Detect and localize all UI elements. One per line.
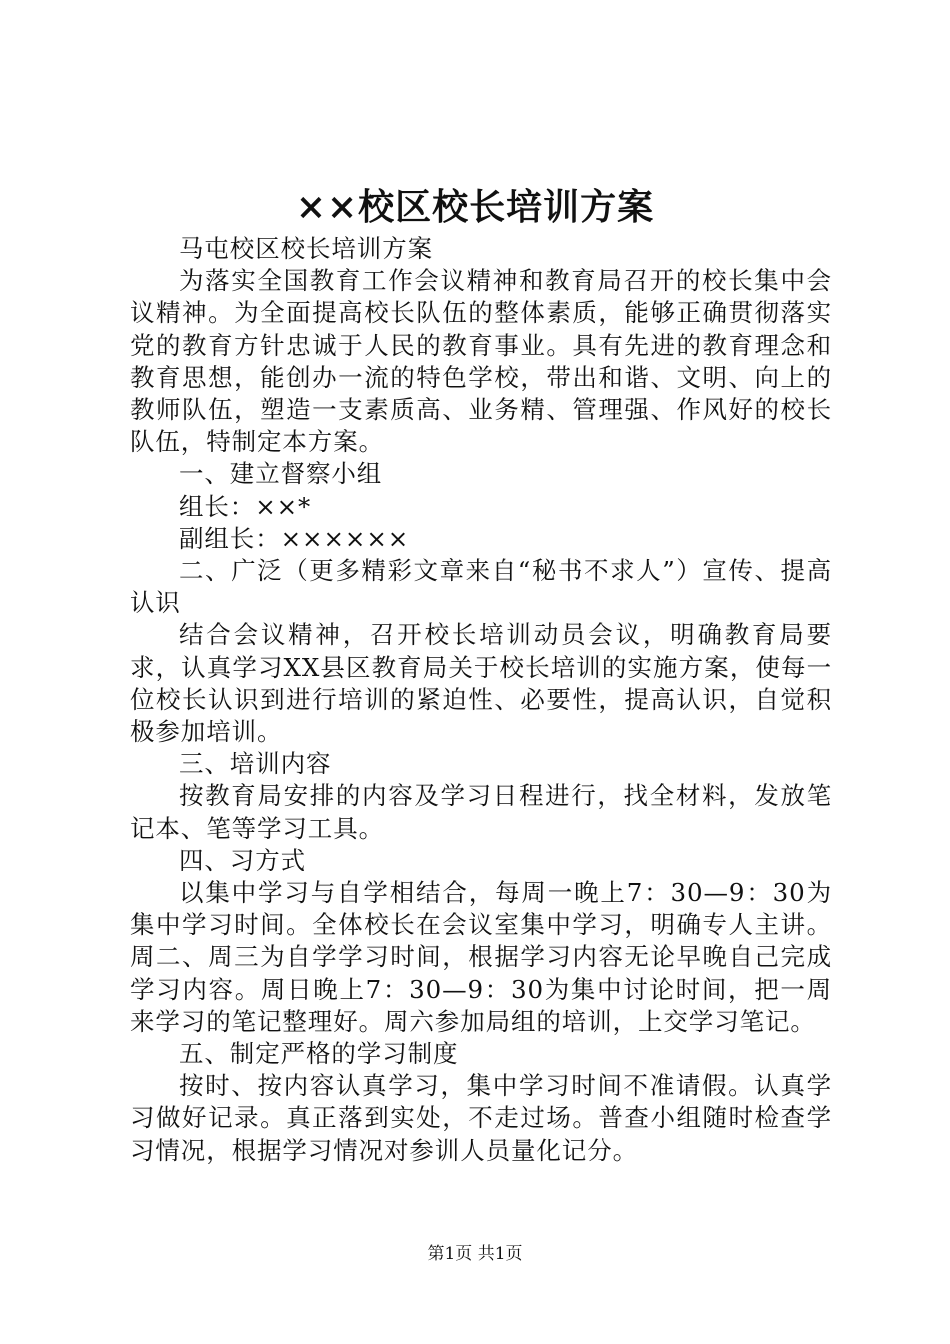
subtitle-paragraph: 马屯校区校长培训方案 xyxy=(179,234,433,263)
section-4-paragraph: 以集中学习与自学相结合，每周一晚上7：30—9：30为集中学习时间。全体校长在会议室集中学习，明确专人主讲。周二、周三为自学学习时间，根据学习内容无论早晚自己完成学习内容。周日晚上7：30—9：30为集中讨论时间，把一周来学习的笔记整理好。周六参加局组的培训，上交学习笔记。 xyxy=(130,878,832,1036)
section-heading-2: 二、广泛（更多精彩文章来自“秘书不求人”）宣传、提高认识 xyxy=(130,556,832,618)
section-heading-3: 三、培训内容 xyxy=(179,749,332,779)
section-heading-1: 一、建立督察小组 xyxy=(179,459,383,489)
deputy-leader-line: 副组长：×××××× xyxy=(179,523,410,553)
page-number-footer: 第1页 共1页 xyxy=(427,1244,523,1264)
section-heading-4: 四、习方式 xyxy=(179,845,306,875)
section-3-paragraph: 按教育局安排的内容及学习日程进行，找全材料，发放笔记本、笔等学习工具。 xyxy=(130,781,832,843)
section-heading-5: 五、制定严格的学习制度 xyxy=(179,1039,459,1069)
document-body xyxy=(130,233,832,1167)
section-2-paragraph: 结合会议精神，召开校长培训动员会议，明确教育局要求，认真学习XX县区教育局关于校长培训的实施方案，使每一位校长认识到进行培训的紧迫性、必要性，提高认识，自觉积极参加培训。 xyxy=(130,620,832,747)
intro-paragraph: 为落实全国教育工作会议精神和教育局召开的校长集中会议精神。为全面提高校长队伍的整体素质，能够正确贯彻落实党的教育方针忠诚于人民的教育事业。具有先进的教育理念和教育思想，能创办一流的特色学校，带出和谐、文明、向上的教师队伍，塑造一支素质高、业务精、管理强、作风好的校长队伍，特制定本方案。 xyxy=(130,266,832,457)
section-5-paragraph: 按时、按内容认真学习，集中学习时间不准请假。认真学习做好记录。真正落到实处，不走过场。普查小组随时检查学习情况，根据学习情况对参训人员量化记分。 xyxy=(130,1071,832,1165)
document-title: ××校区校长培训方案 xyxy=(295,186,655,228)
group-leader-line: 组长：××* xyxy=(179,491,312,521)
